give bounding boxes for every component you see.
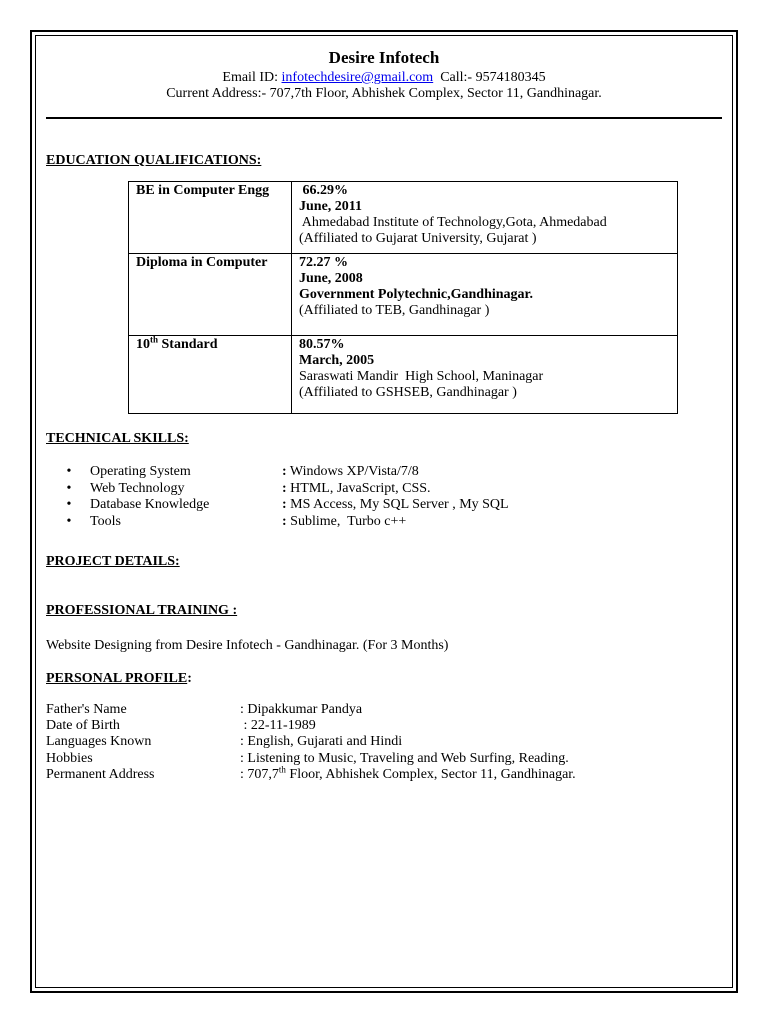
personal-profile-title: PERSONAL PROFILE: [46, 671, 188, 686]
header-divider: [46, 117, 722, 119]
skill-value: MS Access, My SQL Server , My SQL: [286, 497, 509, 512]
profile-label: Permanent Address: [46, 766, 155, 782]
profile-label: Hobbies: [46, 750, 93, 766]
skill-colon: :: [282, 513, 287, 529]
project-details-heading: PROJECT DETAILS:: [46, 554, 180, 569]
skill-row: [46, 513, 706, 530]
skill-label: Web Technology: [90, 480, 185, 496]
skill-row: [46, 496, 706, 513]
profile-label: Father's Name: [46, 702, 127, 717]
education-detail-line: 66.29%: [299, 183, 348, 198]
email-link[interactable]: infotechdesire@gmail.com: [281, 70, 434, 85]
personal-profile-heading: [46, 670, 192, 687]
skill-value-group: [282, 496, 706, 513]
profile-value-group: [240, 751, 706, 767]
education-detail-line: Government Polytechnic,Gandhinagar.: [299, 287, 533, 302]
skill-label: Database Knowledge: [90, 497, 210, 512]
skill-label: Operating System: [90, 464, 191, 479]
education-level-cell: [129, 336, 292, 414]
personal-profile-list: [46, 702, 706, 783]
technical-skills-list: [46, 463, 706, 529]
profile-value-group: [240, 734, 706, 750]
profile-value-group: [240, 718, 706, 734]
education-level: Diploma in Computer: [136, 255, 268, 270]
personal-profile-colon: :: [187, 671, 192, 686]
profile-label: Languages Known: [46, 734, 152, 750]
education-details-cell: [292, 182, 678, 254]
profile-row: [46, 702, 706, 718]
education-level-cell: [129, 182, 292, 254]
professional-training-heading: PROFESSIONAL TRAINING :: [46, 603, 238, 618]
skill-colon: :: [282, 497, 287, 512]
education-table: [128, 181, 678, 414]
skill-value: Windows XP/Vista/7/8: [286, 464, 419, 479]
profile-value-suffix: Floor, Abhishek Complex, Sector 11, Gandhinagar.: [285, 766, 576, 782]
technical-skills-heading: TECHNICAL SKILLS:: [46, 431, 189, 446]
company-name: Desire Infotech: [328, 48, 440, 67]
skill-value: HTML, JavaScript, CSS.: [286, 480, 431, 496]
education-row: [129, 254, 678, 336]
profile-value: : Dipakkumar Pandya: [240, 702, 363, 717]
profile-value: : Listening to Music, Traveling and Web Surfing, Reading.: [240, 750, 569, 766]
education-detail-line: (Affiliated to TEB, Gandhinagar ): [299, 303, 490, 318]
education-row: [129, 336, 678, 414]
education-detail-line: (Affiliated to Gujarat University, Gujarat ): [299, 231, 537, 246]
current-address-line: [0, 85, 768, 102]
contact-line: [0, 69, 768, 86]
skill-row: [46, 463, 706, 480]
profile-value-group: [240, 702, 706, 718]
education-detail-line: 80.57%: [299, 337, 345, 352]
profile-row: [46, 734, 706, 750]
skill-colon: :: [282, 480, 287, 496]
email-label: Email ID:: [222, 70, 282, 85]
current-address-value: 707,7th Floor, Abhishek Complex, Sector 11, Gandhinagar.: [269, 86, 602, 101]
call-label: Call:-: [433, 70, 476, 85]
skill-value-group: [282, 463, 706, 480]
current-address-label: Current Address:-: [166, 86, 270, 101]
skill-value: Sublime, Turbo c++: [286, 513, 407, 529]
bullet-icon: •: [66, 497, 72, 512]
education-detail-line: Ahmedabad Institute of Technology,Gota, Ahmedabad: [299, 215, 607, 230]
education-level-suffix: Standard: [158, 337, 218, 352]
profile-row: [46, 751, 706, 767]
profile-value: : 707,7: [240, 766, 279, 782]
education-level-superscript: th: [150, 334, 159, 345]
phone-number: 9574180345: [475, 70, 546, 85]
education-detail-line: Saraswati Mandir High School, Maninagar: [299, 369, 544, 384]
education-detail-line: 72.27 %: [299, 255, 348, 270]
skill-value-group: [282, 480, 706, 497]
profile-value-superscript: th: [278, 764, 286, 775]
education-detail-line: (Affiliated to GSHSEB, Gandhinagar ): [299, 385, 517, 400]
skill-value-group: [282, 513, 706, 530]
skill-row: [46, 480, 706, 497]
bullet-icon: •: [66, 480, 72, 496]
education-heading: EDUCATION QUALIFICATIONS:: [46, 153, 262, 168]
training-description: Website Designing from Desire Infotech - Gandhinagar. (For 3 Months): [46, 638, 449, 653]
profile-value: : English, Gujarati and Hindi: [240, 734, 403, 750]
profile-row: [46, 764, 706, 783]
skill-colon: :: [282, 464, 287, 479]
education-detail-line: March, 2005: [299, 353, 375, 368]
education-row: [129, 182, 678, 254]
profile-value: : 22-11-1989: [240, 718, 316, 734]
education-detail-line: June, 2011: [299, 199, 363, 214]
education-level: BE in Computer Engg: [136, 183, 270, 198]
education-detail-line: June, 2008: [299, 271, 363, 286]
education-level: 10: [136, 337, 150, 352]
profile-label: Date of Birth: [46, 718, 120, 734]
profile-row: [46, 718, 706, 734]
skill-label: Tools: [90, 513, 121, 529]
education-details-cell: [292, 254, 678, 336]
education-level-cell: [129, 254, 292, 336]
education-details-cell: [292, 336, 678, 414]
profile-value-group: [240, 764, 706, 783]
bullet-icon: •: [66, 513, 72, 529]
bullet-icon: •: [66, 464, 72, 479]
